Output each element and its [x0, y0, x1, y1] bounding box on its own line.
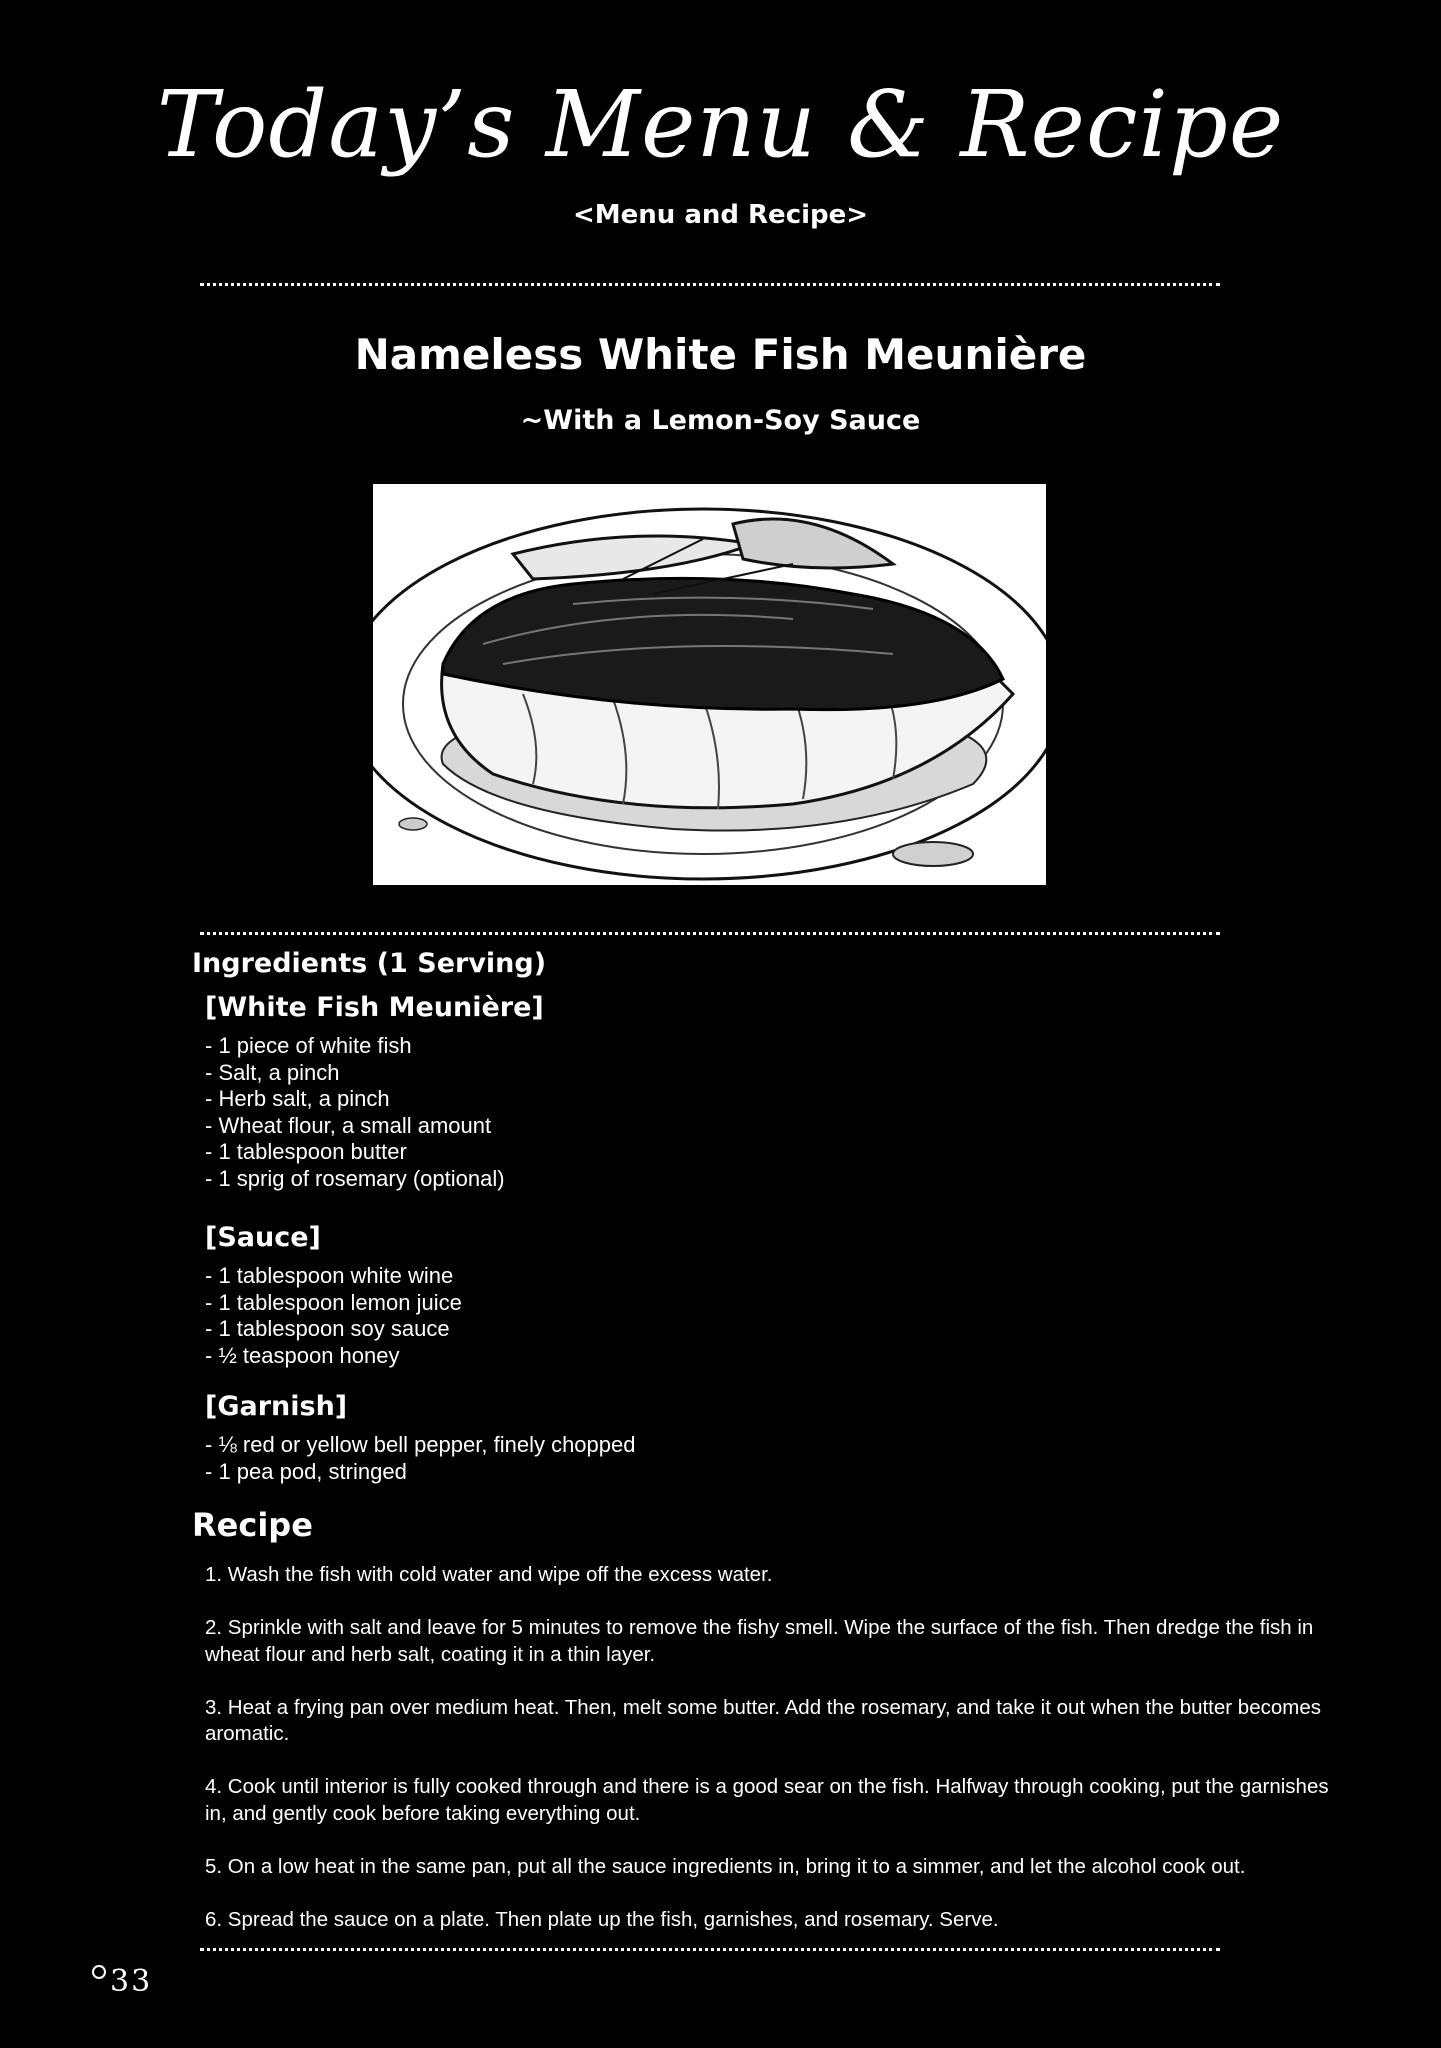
section-title-sauce: [Sauce] — [205, 1222, 321, 1253]
list-item: - 1 sprig of rosemary (optional) — [205, 1165, 505, 1191]
list-item: - ½ teaspoon honey — [205, 1342, 400, 1368]
circle-ornament-icon — [92, 1965, 106, 1979]
dotted-divider-bottom — [200, 1948, 1220, 1951]
recipe-step: 1. Wash the fish with cold water and wipe off the excess water. — [205, 1563, 773, 1586]
ingredients-heading: Ingredients (1 Serving) — [192, 948, 547, 979]
list-item: - 1 tablespoon soy sauce — [205, 1316, 450, 1341]
ingredient-list-white-fish — [205, 1033, 505, 1192]
page-number-text: 33 — [110, 1964, 153, 1999]
dotted-divider-middle — [200, 932, 1220, 935]
recipe-step: 6. Spread the sauce on a plate. Then plate up the fish, garnishes, and rosemary. Serve. — [205, 1907, 999, 1931]
list-item: - 1 pea pod, stringed — [205, 1458, 407, 1484]
ingredient-list-garnish — [205, 1432, 635, 1485]
page-title: Today’s Menu & Recipe — [156, 71, 1285, 178]
recipe-step: 4. Cook until interior is fully cooked through and there is a good sear on the fish. Halfway through cooking, put the garnishes in, and gently cook before taking everything out. — [205, 1775, 1329, 1825]
recipe-heading: Recipe — [192, 1506, 313, 1544]
list-item: - Salt, a pinch — [205, 1059, 340, 1085]
list-item: - 1 piece of white fish — [205, 1033, 412, 1058]
ingredient-list-sauce — [205, 1263, 462, 1369]
dish-illustration — [373, 484, 1046, 885]
list-item: - 1 tablespoon lemon juice — [205, 1289, 462, 1315]
list-item: - Wheat flour, a small amount — [205, 1112, 492, 1138]
page-number — [92, 1964, 152, 1999]
page-subtitle: <Menu and Recipe> — [572, 200, 869, 230]
list-item: - 1 tablespoon white wine — [205, 1263, 454, 1288]
recipe-steps — [205, 1562, 1345, 1960]
dish-title: Nameless White Fish Meunière — [354, 330, 1087, 379]
section-title-garnish: [Garnish] — [205, 1391, 348, 1422]
recipe-step: 5. On a low heat in the same pan, put all the sauce ingredients in, bring it to a simmer, and let the alcohol cook out. — [205, 1854, 1246, 1878]
fish-meuniere-drawing — [373, 484, 1046, 885]
section-title-white-fish: [White Fish Meunière] — [205, 992, 544, 1023]
list-item: - Herb salt, a pinch — [205, 1086, 390, 1111]
list-item: - ⅛ red or yellow bell pepper, finely chopped — [205, 1432, 636, 1457]
dish-subtitle: ~With a Lemon-Soy Sauce — [520, 405, 921, 436]
list-item: - 1 tablespoon butter — [205, 1139, 407, 1164]
recipe-step: 2. Sprinkle with salt and leave for 5 minutes to remove the fishy smell. Wipe the surface of the fish. Then dredge the fish in wheat flour and herb salt, coating it in a thin layer. — [205, 1616, 1314, 1666]
dotted-divider-top — [200, 283, 1220, 286]
recipe-step: 3. Heat a frying pan over medium heat. Then, melt some butter. Add the rosemary, and take it out when the butter becomes aromatic. — [205, 1695, 1321, 1745]
